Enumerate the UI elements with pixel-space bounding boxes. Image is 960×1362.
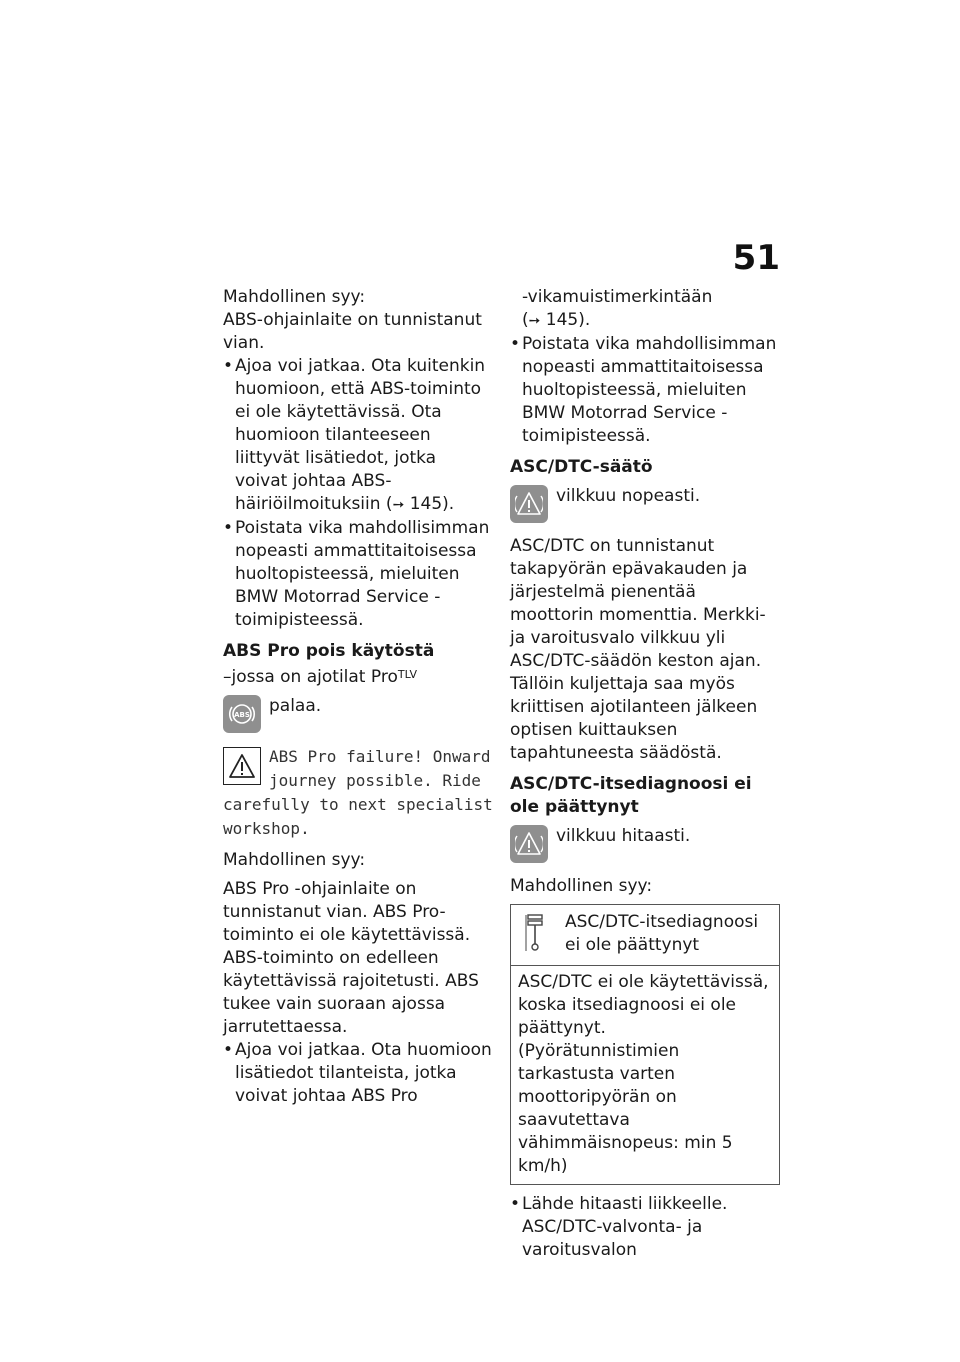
cause-label: Mahdollinen syy:	[223, 850, 366, 870]
tool-icon	[517, 911, 553, 957]
abs-warning-icon	[223, 695, 261, 733]
list-item: • Ajoa voi jatkaa. Ota huomioon lisätiedot tilanteista, jotka voivat johtaa ABS Pro	[223, 1039, 493, 1108]
cause-label: Mahdollinen syy:	[510, 876, 653, 896]
continued-text: -vikamuistimerkintään (➙ 145).	[510, 286, 780, 333]
cause-text: ABS Pro -ohjainlaite on tunnistanut vian. ABS Pro-toiminto ei ole käytettävissä. ABS-toiminto on edelleen käytettävissä rajoitetusti. ABS tukee vain suoraan ajossa jarrutettaessa.	[223, 879, 479, 1037]
page-ref-arrow-icon: ➙	[528, 313, 541, 329]
list-item: • Poistata vika mahdollisimman nopeasti ammattitaitoisessa huoltopisteessä, mieluiten BMW Motorrad Service -toimipisteessä.	[223, 517, 493, 632]
bullet-text: Ajoa voi jatkaa. Ota kuitenkin huomioon, että ABS-toiminto ei ole käytettävissä. Ota huomioon tilanteeseen liittyvät lisätiedot, jotka voivat johtaa ABS-häiriöilmoituksiin	[235, 356, 486, 514]
info-box-header	[511, 905, 779, 966]
svg-text:ABS: ABS	[234, 711, 250, 719]
warning-triangle-icon	[223, 747, 261, 785]
list-item: • Lähde hitaasti liikkeelle. ASC/DTC-valvonta- ja varoitusvalon	[510, 1193, 780, 1262]
info-box	[510, 904, 780, 1185]
asc-dtc-warning-icon	[510, 825, 548, 863]
indicator-row	[510, 485, 780, 523]
page-ref: 145).	[409, 494, 455, 514]
indicator-state: palaa.	[269, 696, 322, 716]
variant-note: –jossa on ajotilat Pro$^{TLV}$	[223, 667, 418, 687]
cause-label: Mahdollinen syy:	[223, 287, 366, 307]
page-number: 51	[732, 238, 780, 278]
left-column	[223, 286, 493, 1108]
section-heading: ABS Pro pois käytöstä	[223, 641, 435, 661]
display-message	[223, 745, 493, 841]
right-column	[510, 286, 780, 1262]
asc-dtc-warning-icon	[510, 485, 548, 523]
indicator-row	[510, 825, 780, 863]
superscript: TLV	[397, 668, 418, 681]
section-heading: ASC/DTC-itsediagnoosi ei ole päättynyt	[510, 774, 752, 817]
page-ref-arrow-icon: ➙	[392, 497, 405, 513]
warning-message: ABS Pro failure! Onward journey possible. Ride carefully to next specialist workshop.	[223, 747, 493, 838]
page-ref: 145).	[545, 310, 591, 330]
indicator-state: vilkkuu hitaasti.	[556, 826, 691, 846]
indicator-state: vilkkuu nopeasti.	[556, 486, 701, 506]
cause-text: ABS-ohjainlaite on tunnistanut vian.	[223, 310, 482, 353]
info-box-text: ASC/DTC ei ole käytettävissä, koska itsediagnoosi ei ole päättynyt. (Pyörätunnistimien tarkastusta varten moottoripyörän on saavutettava vähimmäisnopeus: min 5 km/h)	[518, 972, 769, 1176]
list-item: • Poistata vika mahdollisimman nopeasti ammattitaitoisessa huoltopisteessä, mieluiten BMW Motorrad Service -toimipisteessä.	[510, 333, 780, 448]
paragraph: ASC/DTC on tunnistanut takapyörän epävakauden ja järjestelmä pienentää moottorin momenttia. Merkki- ja varoitusvalo vilkkuu yli ASC/DTC-säädön keston ajan. Tällöin kuljettaja saa myös kriittisen ajotilanteen jälkeen optisen kuittauksen tapahtuneesta säädöstä.	[510, 536, 766, 763]
list-item: • Ajoa voi jatkaa. Ota kuitenkin huomioon, että ABS-toiminto ei ole käytettävissä. Ota huomioon tilanteeseen liittyvät lisätiedot, jotka voivat johtaa ABS-häiriöilmoituksiin (➙ 145).	[223, 355, 493, 517]
indicator-row	[223, 695, 493, 733]
section-heading: ASC/DTC-säätö	[510, 457, 653, 477]
info-box-title: ASC/DTC-itsediagnoosi ei ole päättynyt	[565, 912, 759, 955]
